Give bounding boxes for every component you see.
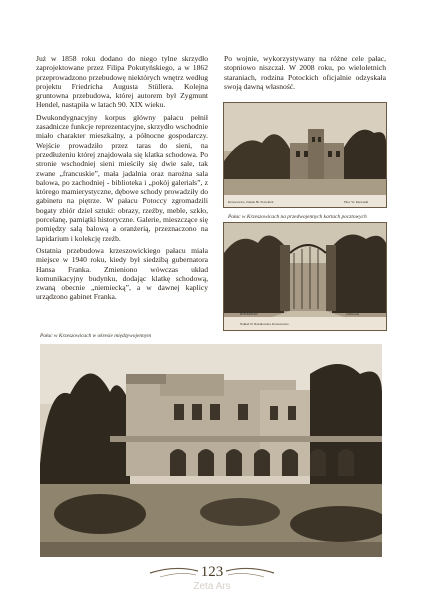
postcard-publisher-text: Nakład W. Rzadkowska, Krzeszowice. — [240, 322, 290, 326]
right-text-column — [224, 54, 386, 94]
photo-caption-bottom: Pałac w Krzeszowicach w okresie międzywojennym — [40, 333, 152, 339]
paragraph: Już w 1858 roku dodano do niego tylne skrzydło zaprojektowane przez Filipa Pokutyńskiego, a w 1862 przeprowadzono przebudowę niektórych wnętrz według projektu Friedricha Augusta Stüllera. Kolejna gruntowna przebudowa, której autorem był Zygmunt Hendel, nastąpiła w latach 90. XIX wieku. — [36, 54, 208, 110]
paragraph: Dwukondygnacyjny korpus główny pałacu pełnił zasadnicze funkcje reprezentacyjne, skrzydło wschodnie miało charakter mieszkalny, a północne gospodarczy. Wejście prowadziło przez taras do sieni, na przedłużeniu której znajdowała się klatka schodowa. Po stronie wschodniej sieni mieściły się dwie sale, tak zwane „francuskie”, mała jadalnia oraz narożna sala balowa, po zachodniej - biblioteka i „pokój galerials”, z którego mamierystyczne, dębowe schody prowadziły do gabinetu na piętrze. W pałacu Potoccy zgromadzili bogaty zbiór dzieł sztuki: obrazy, rzeźby, meble, szkło, porcelanę, pamiątki historyczne. Galerie, mieszczące się pomiędzy salą balową a oranżerią, przeznaczono na lapidarium i kolekcję rzeźb. — [36, 112, 208, 243]
postcard-caption-left: Krzeszowice. Zamek Hr. Potockich. — [228, 200, 275, 204]
paragraph: Ostatnia przebudowa krzeszowickiego pałacu miała miejsce w 1940 roku, kiedy był siedzibą gubernatora Hansa Franka. Zmieniono wówczas układ komunikacyjny budynku, dodając klatkę schodową, zwaną obecnie „niemiecką”, a w dawnej kaplicy urządzono gabinet Franka. — [36, 245, 208, 302]
photo-caption-top-right: Pałac w Krzeszowicach na przedwojennych kartach pocztowych — [228, 214, 367, 220]
palace-postcard-photo-1 — [223, 102, 387, 208]
page-number: 123 — [200, 564, 224, 580]
palace-interwar-photo — [40, 344, 382, 557]
palace-postcard-illustration — [224, 103, 386, 207]
palace-interwar-illustration — [40, 344, 382, 557]
postcard-caption-right: Phot. W. Rzewuski — [344, 200, 369, 204]
gate-postcard-illustration — [224, 223, 386, 330]
postcard-title-right: Zameczek — [346, 312, 360, 316]
brand-watermark: Zeta Ars — [193, 581, 231, 592]
palace-postcard-photo-2 — [223, 222, 387, 331]
left-text-column — [36, 54, 208, 305]
paragraph: Po wojnie, wykorzystywany na różne cele pałac, stopniowo niszczał. W 2008 roku, po wieloletnich staraniach, rodzina Potockich oficjalnie odzyskała swoją dawną własność. — [224, 54, 386, 91]
postcard-title-left: Krzeszowice — [240, 312, 258, 316]
